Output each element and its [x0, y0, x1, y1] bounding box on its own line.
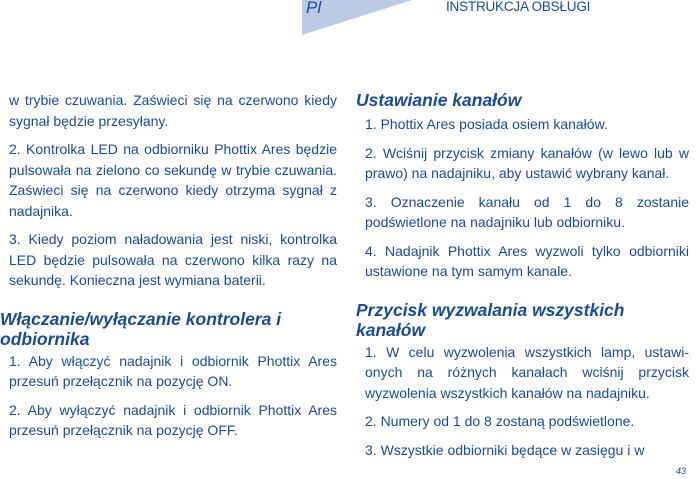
- paragraph: 1. Aby włączyć nadajnik i odbiornik Phottix Ares przesuń przełącznik na pozycję ON.: [9, 352, 337, 389]
- section-heading: Przycisk wyzwalania wszystkich kanałów: [356, 299, 625, 340]
- header-title: INSTRUKCJA OBSŁUGI: [446, 0, 591, 14]
- paragraph: 2. Aby wyłączyć nadajnik i odbiornik Phottix Ares przesuń przełącznik na pozycję OFF.: [9, 401, 337, 438]
- paragraph: 2. Kontrolka LED na odbiorniku Phottix Ares będzie pulsowała na zielono co sekundę w trybie czuwania. Zaświeci się na czerwono kiedy otrzyma sygnał z nadajnika.: [9, 141, 337, 219]
- page-number: 43: [676, 466, 687, 476]
- paragraph: 1. W celu wyzwolenia wszystkich lamp, ustawi-onych na różnych kanałach wciśnij przycisk wyzwolenia wszystkich kanałów na nadajniku.: [365, 343, 689, 401]
- language-label: Pl: [306, 0, 322, 17]
- section-heading: Ustawianie kanałów: [356, 90, 522, 110]
- paragraph: 3. Oznaczenie kanału od 1 do 8 zostanie podświetlone na nadajniku lub odbiorniku.: [365, 193, 689, 230]
- paragraph: 3. Kiedy poziom naładowania jest niski, kontrolka LED będzie pulsowała na czerwono kilka razy na sekundę. Konieczna jest wymiana baterii.: [9, 231, 337, 288]
- paragraph: 3. Wszystkie odbiorniki będące w zasięgu i w: [365, 441, 645, 458]
- paragraph: 1. Phottix Ares posiada osiem kanałów.: [365, 116, 608, 132]
- section-heading: Włączanie/wyłączanie kontrolera i odbiornika: [0, 308, 282, 349]
- paragraph: w trybie czuwania. Zaświeci się na czerwono kiedy sygnał będzie przesyłany.: [9, 92, 337, 129]
- right-column: [356, 90, 689, 468]
- paragraph: 2. Wciśnij przycisk zmiany kanałów (w lewo lub w prawo) na nadajniku, aby ustawić wybrany kanał.: [365, 144, 689, 181]
- paragraph: 4. Nadajnik Phottix Ares wyzwoli tylko odbiorniki ustawione na tym samym kanale.: [365, 242, 689, 279]
- paragraph: 2. Numery od 1 do 8 zostaną podświetlone.: [365, 413, 635, 429]
- left-column: [0, 90, 337, 449]
